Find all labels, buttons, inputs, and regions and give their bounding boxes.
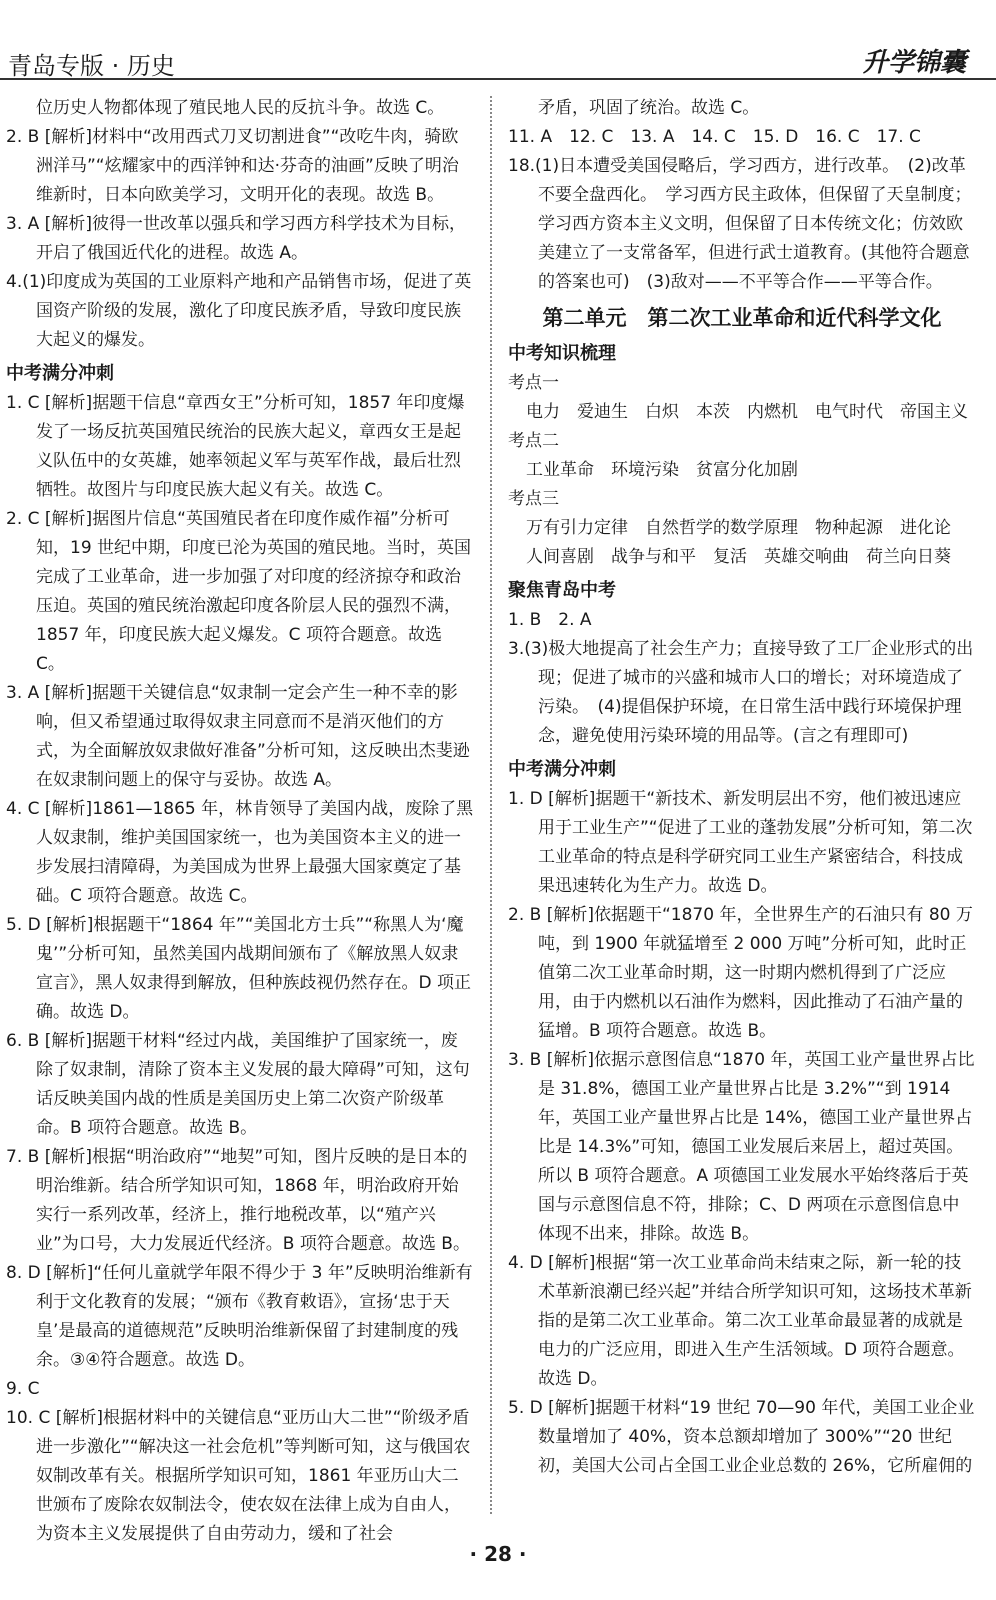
answer-text: 据题干信息“章西女王”分析可知，1857 年印度爆发了一场反抗英国殖民统治的民族大起义，章西女王是起义队伍中的女英雄，她率领起义军与英军作战，最后壮烈牺牲。故图片与印度民族大起义有关。故选 C。 <box>36 393 465 500</box>
analysis-tag: 解析 <box>52 1263 87 1283</box>
left-column <box>6 94 474 1544</box>
analysis-tag: 解析 <box>51 393 86 413</box>
answer-item: 4. C [解析]1861—1865 年，林肯领导了美国内战，废除了黑人奴隶制，维护美国国家统一，也为美国资本主义的进一步发展扫清障碍，为美国成为世界上最强大国家奠定了基础。C 项符合题意。故选 C。 <box>6 799 474 906</box>
answer-text: 根据“第一次工业革命尚未结束之际，新一轮的技术革新浪潮已经兴起”并结合所学知识可知，这场技术革新指的是第二次工业革命。第二次工业革命最显著的成就是电力的广泛应用，即进入生产生活领域。D 项符合题意。故选 D。 <box>538 1253 972 1389</box>
answer-item: 3. A [解析]彼得一世改革以强兵和学习西方科学技术为目标，开启了俄国近代化的进程。故选 A。 <box>6 214 466 263</box>
brand-title: 升学锦囊 <box>861 48 966 78</box>
answer-number: 4. C <box>6 799 40 819</box>
analysis-tag: 解析 <box>62 1408 97 1428</box>
answer-item: 18.(1)日本遭受美国侵略后，学习西方，进行改革。 (2)改革不要全盘西化。 学习西方民主政体，但保留了天皇制度；学习西方资本主义文明，但保留了日本传统文化；仿效欧美建立了一支常备军，但进行武士道教育。(其他符合题意的答案也可) (3)敌对——不平等合作——平等合作。 <box>508 156 972 292</box>
answer-item: 2. B [解析]依据题干“1870 年，全世界生产的石油只有 80 万吨，到 1900 年就猛增至 2 000 万吨”分析可知，此时正值第二次工业革命时期，这一时期内燃机得到了广泛应用，由于内燃机以石油作为燃料，因此推动了石油产量的猛增。B 项符合题意。故选 B。 <box>508 905 973 1041</box>
answer-number: 2. B <box>508 905 542 925</box>
answer-text: 依据题干“1870 年，全世界生产的石油只有 80 万吨，到 1900 年就猛增至 2 000 万吨”分析可知，此时正值第二次工业革命时期，这一时期内燃机得到了广泛应用，由于内燃机以石油作为燃料，因此推动了石油产量的猛增。B 项符合题意。故选 B。 <box>538 905 973 1041</box>
answer-number: 10. C <box>6 1408 51 1428</box>
analysis-tag: 解析 <box>51 214 86 234</box>
analysis-tag: 解析 <box>553 905 588 925</box>
analysis-tag: 解析 <box>51 127 86 147</box>
key-point-text: 工业革命 环境污染 贫富分化加剧 <box>526 460 798 480</box>
key-point-text: 电力 爱迪生 白炽 本茨 内燃机 电气时代 帝国主义 <box>526 402 968 422</box>
answer-text: 彼得一世改革以强兵和学习西方科学技术为目标，开启了俄国近代化的进程。故选 A。 <box>36 214 466 263</box>
answer-text: 根据材料中的关键信息“亚历山大二世”“阶级矛盾进一步激化”“解决这一社会危机”等判断可知，这与俄国农奴制改革有关。根据所学知识可知，1861 年亚历山大二世颁布了废除农奴制法令，使农奴在法律上成为自由人，为资本主义发展提供了自由劳动力，缓和了社会 <box>36 1408 471 1544</box>
answer-text: 据图片信息“英国殖民者在印度作威作福”分析可知，19 世纪中期，印度已沦为英国的殖民地。当时，英国完成了工业革命，进一步加强了对印度的经济掠夺和政治压迫。英国的殖民统治激起印度各阶层人民的强烈不满，1857 年，印度民族大起义爆发。C 项符合题意。故选 C。 <box>36 509 472 674</box>
answer-item: 2. B [解析]材料中“改用西式刀叉切割进食”“改吃牛肉，骑欧洲洋马”“炫耀家中的西洋钟和达·芬奇的油画”反映了明治维新时，日本向欧美学习，文明开化的表现。故选 B。 <box>6 127 459 205</box>
answer-number: 3. A <box>6 214 40 234</box>
answer-item: 1. D [解析]据题干“新技术、新发明层出不穷，他们被迅速应用于工业生产”“促进了工业的蓬勃发展”分析可知，第二次工业革命的特点是科学研究同工业生产紧密结合，科技成果迅速转化为生产力。故选 D。 <box>508 789 973 896</box>
analysis-tag: 解析 <box>553 1050 588 1070</box>
answer-item: 1. C [解析]据题干信息“章西女王”分析可知，1857 年印度爆发了一场反抗英国殖民统治的民族大起义，章西女王是起义队伍中的女英雄，她率领起义军与英军作战，最后壮烈牺牲。故图片与印度民族大起义有关。故选 C。 <box>6 393 465 500</box>
book-series-title: 青岛专版 · 历史 <box>8 52 175 80</box>
unit-title: 第二单元 第二次工业革命和近代科学文化 <box>542 306 942 330</box>
answer-item: 4.(1)印度成为英国的工业原料产地和产品销售市场，促进了英国资产阶级的发展，激化了印度民族矛盾，导致印度民族大起义的爆发。 <box>6 272 472 350</box>
key-point-text: 万有引力定律 自然哲学的数学原理 物种起源 进化论 人间喜剧 战争与和平 复活 英雄交响曲 荷兰向日葵 <box>526 518 968 567</box>
answer-text: 据题干材料“19 世纪 70—90 年代，美国工业企业数量增加了 40%，资本总额却增加了 300%”“20 世纪初，美国大公司占全国工业企业总数的 26%，它所雇佣的 <box>538 1398 975 1476</box>
right-column <box>508 94 976 1524</box>
answer-item: 11. A 12. C 13. A 14. C 15. D 16. C 17. C <box>508 127 921 147</box>
key-point-label: 考点三 <box>508 489 559 509</box>
answer-item: 4. D [解析]根据“第一次工业革命尚未结束之际，新一轮的技术革新浪潮已经兴起”并结合所学知识可知，这场技术革新指的是第二次工业革命。第二次工业革命最显著的成就是电力的广泛应用，即进入生产生活领域。D 项符合题意。故选 D。 <box>508 1253 972 1389</box>
answer-item: 2. C [解析]据图片信息“英国殖民者在印度作威作福”分析可知，19 世纪中期，印度已沦为英国的殖民地。当时，英国完成了工业革命，进一步加强了对印度的经济掠夺和政治压迫。英国的殖民统治激起印度各阶层人民的强烈不满，1857 年，印度民族大起义爆发。C 项符合题意。故选 C。 <box>6 509 472 674</box>
answer-text: 根据“明治政府”“地契”可知，图片反映的是日本的明治维新。结合所学知识可知，1868 年，明治政府开始实行一系列改革，经济上，推行地税改革，以“殖产兴业”为口号，大力发展近代经济。B 项符合题意。故选 B。 <box>36 1147 470 1254</box>
answer-text: 据题干关键信息“奴隶制一定会产生一种不幸的影响，但又希望通过取得奴隶主同意而不是消灭他们的方式，为全面解放奴隶做好准备”分析可知，这反映出杰斐逊在奴隶制问题上的保守与妥协。故选 A。 <box>36 683 470 790</box>
answer-number: 7. B <box>6 1147 40 1167</box>
answer-item: 10. C [解析]根据材料中的关键信息“亚历山大二世”“阶级矛盾进一步激化”“解决这一社会危机”等判断可知，这与俄国农奴制改革有关。根据所学知识可知，1861 年亚历山大二世颁布了废除农奴制法令，使农奴在法律上成为自由人，为资本主义发展提供了自由劳动力，缓和了社会 <box>6 1408 471 1544</box>
answer-number: 3. A <box>6 683 40 703</box>
answer-number: 8. D <box>6 1263 41 1283</box>
analysis-tag: 解析 <box>51 1031 86 1051</box>
answer-item: 7. B [解析]根据“明治政府”“地契”可知，图片反映的是日本的明治维新。结合所学知识可知，1868 年，明治政府开始实行一系列改革，经济上，推行地税改革，以“殖产兴业”为口号，大力发展近代经济。B 项符合题意。故选 B。 <box>6 1147 470 1254</box>
answer-text: 材料中“改用西式刀叉切割进食”“改吃牛肉，骑欧洲洋马”“炫耀家中的西洋钟和达·芬奇的油画”反映了明治维新时，日本向欧美学习，文明开化的表现。故选 B。 <box>36 127 459 205</box>
answer-continuation: 矛盾，巩固了统治。故选 C。 <box>538 98 760 118</box>
answer-item: 5. D [解析]根据题干“1864 年”“美国北方士兵”“称黑人为‘魔鬼’”分析可知，虽然美国内战期间颁布了《解放黑人奴隶宣言》，黑人奴隶得到解放，但种族歧视仍然存在。D 项正确。故选 D。 <box>6 915 471 1022</box>
key-point-label: 考点二 <box>508 431 559 451</box>
section-heading: 中考知识梳理 <box>508 343 616 364</box>
answer-number: 1. D <box>508 789 543 809</box>
analysis-tag: 解析 <box>51 799 86 819</box>
answer-item: 9. C <box>6 1379 40 1399</box>
answer-text: 依据示意图信息“1870 年，英国工业产量世界占比是 31.8%，德国工业产量世界占比是 3.2%”“到 1914 年，英国工业产量世界占比是 14%，德国工业产量世界占比是 14.3%”可知，德国工业发展后来居上，超过英国。所以 B 项符合题意。A 项德国工业发展水平始终落后于英国与示意图信息不符，排除；C、D 两项在示意图信息中体现不出来，排除。故选 B。 <box>538 1050 975 1244</box>
answer-item: 5. D [解析]据题干材料“19 世纪 70—90 年代，美国工业企业数量增加了 40%，资本总额却增加了 300%”“20 世纪初，美国大公司占全国工业企业总数的 26%，它所雇佣的 <box>508 1398 975 1476</box>
answer-item: 3. A [解析]据题干关键信息“奴隶制一定会产生一种不幸的影响，但又希望通过取得奴隶主同意而不是消灭他们的方式，为全面解放奴隶做好准备”分析可知，这反映出杰斐逊在奴隶制问题上的保守与妥协。故选 A。 <box>6 683 470 790</box>
answer-number: 4. D <box>508 1253 543 1273</box>
answer-text: 根据题干“1864 年”“美国北方士兵”“称黑人为‘魔鬼’”分析可知，虽然美国内战期间颁布了《解放黑人奴隶宣言》，黑人奴隶得到解放，但种族歧视仍然存在。D 项正确。故选 D。 <box>36 915 471 1022</box>
key-point-label: 考点一 <box>508 373 559 393</box>
answer-text: 据题干材料“经过内战，美国维护了国家统一，废除了奴隶制，清除了资本主义发展的最大障碍”可知，这句话反映美国内战的性质是美国历史上第二次资产阶级革命。B 项符合题意。故选 B。 <box>36 1031 470 1138</box>
section-heading: 中考满分冲刺 <box>6 363 114 384</box>
section-heading: 聚焦青岛中考 <box>508 580 616 601</box>
answer-number: 5. D <box>6 915 41 935</box>
analysis-tag: 解析 <box>51 1147 86 1167</box>
analysis-tag: 解析 <box>52 915 87 935</box>
analysis-tag: 解析 <box>51 509 86 529</box>
answer-number: 6. B <box>6 1031 40 1051</box>
answer-text: “任何儿童就学年限不得少于 3 年”反映明治维新有利于文化教育的发展；“颁布《教育敕语》，宣扬‘忠于天皇’是最高的道德规范”反映明治维新保留了封建制度的残余。③④符合题意。故选 D。 <box>36 1263 473 1370</box>
answer-item: 1. B 2. A <box>508 610 592 630</box>
answer-text: 1861—1865 年，林肯领导了美国内战，废除了黑人奴隶制，维护美国国家统一，也为美国资本主义的进一步发展扫清障碍，为美国成为世界上最强大国家奠定了基础。C 项符合题意。故选 C。 <box>36 799 474 906</box>
answer-number: 2. C <box>6 509 40 529</box>
answer-item: 6. B [解析]据题干材料“经过内战，美国维护了国家统一，废除了奴隶制，清除了资本主义发展的最大障碍”可知，这句话反映美国内战的性质是美国历史上第二次资产阶级革命。B 项符合题意。故选 B。 <box>6 1031 470 1138</box>
page-header <box>0 0 996 80</box>
section-heading: 中考满分冲刺 <box>508 759 616 780</box>
answer-text: 据题干“新技术、新发明层出不穷，他们被迅速应用于工业生产”“促进了工业的蓬勃发展”分析可知，第二次工业革命的特点是科学研究同工业生产紧密结合，科技成果迅速转化为生产力。故选 D。 <box>538 789 973 896</box>
column-divider <box>490 96 492 1514</box>
answer-item: 3. B [解析]依据示意图信息“1870 年，英国工业产量世界占比是 31.8%，德国工业产量世界占比是 3.2%”“到 1914 年，英国工业产量世界占比是 14%，德国工业产量世界占比是 14.3%”可知，德国工业发展后来居上，超过英国。所以 B 项符合题意。A 项德国工业发展水平始终落后于英国与示意图信息不符，排除；C、D 两项在示意图信息中体现不出来，排除。故选 B。 <box>508 1050 975 1244</box>
answer-item: 8. D [解析]“任何儿童就学年限不得少于 3 年”反映明治维新有利于文化教育的发展；“颁布《教育敕语》，宣扬‘忠于天皇’是最高的道德规范”反映明治维新保留了封建制度的残余。③④符合题意。故选 D。 <box>6 1263 473 1370</box>
answer-number: 3. B <box>508 1050 542 1070</box>
answer-number: 1. C <box>6 393 40 413</box>
answer-number: 5. D <box>508 1398 543 1418</box>
analysis-tag: 解析 <box>554 789 589 809</box>
analysis-tag: 解析 <box>554 1398 589 1418</box>
answer-item: 3.(3)极大地提高了社会生产力；直接导致了工厂企业形式的出现；促进了城市的兴盛和城市人口的增长；对环境造成了污染。 (4)提倡保护环境，在日常生活中践行环境保护理念，避免使用污染环境的用品等。(言之有理即可) <box>508 639 974 746</box>
answer-number: 2. B <box>6 127 40 147</box>
page-number: · 28 · <box>469 1542 527 1566</box>
answer-continuation: 位历史人物都体现了殖民地人民的反抗斗争。故选 C。 <box>36 98 445 118</box>
analysis-tag: 解析 <box>51 683 86 703</box>
analysis-tag: 解析 <box>554 1253 589 1273</box>
